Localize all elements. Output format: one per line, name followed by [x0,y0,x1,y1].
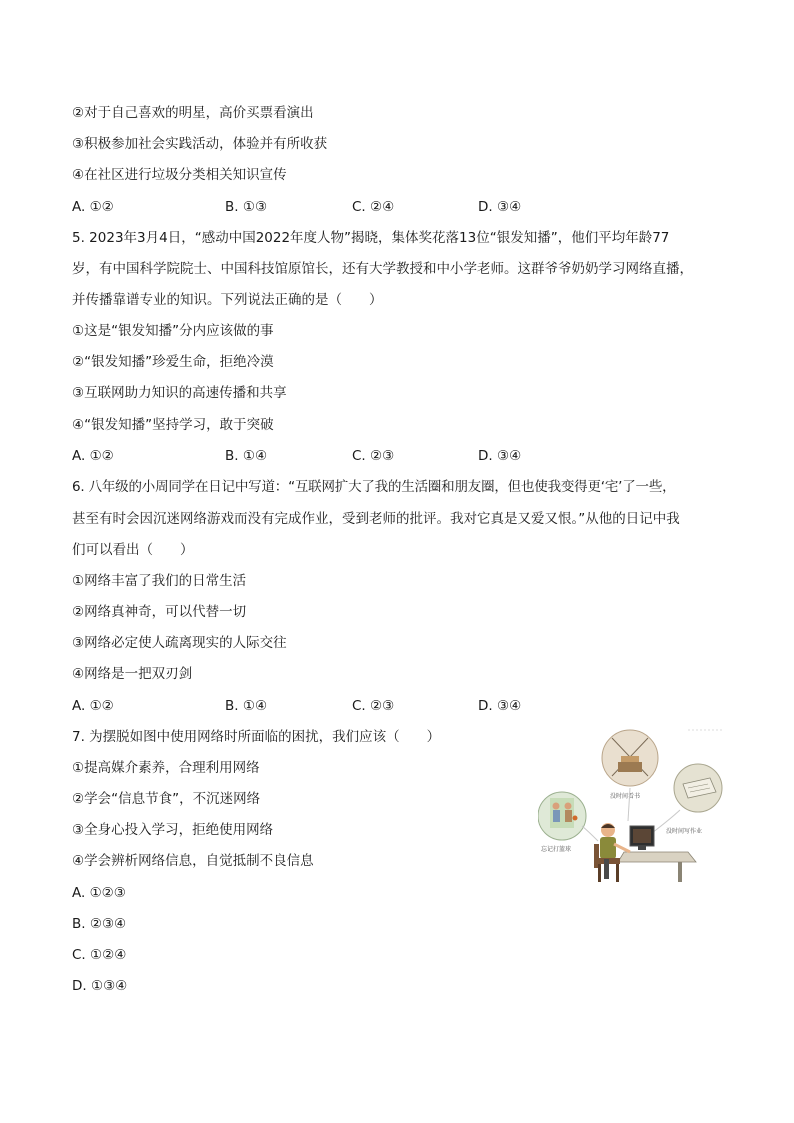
q6-item-4: ④网络是一把双刃剑 [72,666,193,682]
thought-trail-1 [582,826,598,841]
q6-item-2: ②网络真神奇，可以代替一切 [72,604,247,620]
q5-item-2: ②“银发知播”珍爱生命，拒绝冷漠 [72,354,274,370]
q4-option-b[interactable]: B. ①③ [225,199,268,215]
q5-item-1: ①这是“银发知播”分内应该做的事 [72,323,274,339]
q6-item-1: ①网络丰富了我们的日常生活 [72,573,247,589]
q6-option-b[interactable]: B. ①④ [225,698,268,714]
q7-option-c[interactable]: C. ①②④ [72,947,127,963]
q6-stem-line-1: 6. 八年级的小周同学在日记中写道：“互联网扩大了我的生活圈和朋友圈，但也使我变得更‘宅’了一些， [72,479,676,495]
q5-option-c[interactable]: C. ②③ [352,448,395,464]
q7-item-2: ②学会“信息节食”，不沉迷网络 [72,791,261,807]
q4-option-d[interactable]: D. ③④ [478,199,522,215]
q5-option-b[interactable]: B. ①④ [225,448,268,464]
bubble-basketball [538,792,586,840]
q4-item-2: ②对于自己喜欢的明星，高价买票看演出 [72,105,314,121]
bubble-homework [674,764,722,812]
q7-stem-line-1: 7. 为摆脱如图中使用网络时所面临的困扰，我们应该（ ） [72,729,441,745]
q5-item-3: ③互联网助力知识的高速传播和共享 [72,385,287,401]
q6-item-3: ③网络必定使人疏离现实的人际交往 [72,635,287,651]
q6-option-a[interactable]: A. ①② [72,698,114,714]
q5-stem-line-2: 岁，有中国科学院院士、中国科技馆原馆长，还有大学教授和中小学老师。这群爷爷奶奶学习网络直播， [72,261,693,277]
q7-option-a[interactable]: A. ①②③ [72,885,126,901]
q7-item-3: ③全身心投入学习，拒绝使用网络 [72,822,274,838]
q5-stem-line-3: 并传播靠谱专业的知识。下列说法正确的是（ ） [72,292,383,308]
q7-illustration [538,726,726,884]
q6-option-d[interactable]: D. ③④ [478,698,522,714]
bubble-book [602,730,658,786]
q7-item-4: ④学会辨析网络信息，自觉抵制不良信息 [72,853,314,869]
q5-stem-line-1: 5. 2023年3月4日，“感动中国2022年度人物”揭晓，集体奖花落13位“银发知播”，他们平均年龄77 [72,230,670,246]
q4-option-a[interactable]: A. ①② [72,199,114,215]
q7-item-1: ①提高媒介素养，合理利用网络 [72,760,260,776]
q4-option-c[interactable]: C. ②④ [352,199,395,215]
q4-item-3: ③积极参加社会实践活动，体验并有所收获 [72,136,328,152]
q5-option-a[interactable]: A. ①② [72,448,114,464]
q6-stem-line-2: 甚至有时会因沉迷网络游戏而没有完成作业，受到老师的批评。我对它真是又爱又恨。”从他的日记中我 [72,511,680,527]
q4-item-4: ④在社区进行垃圾分类相关知识宣传 [72,167,287,183]
q7-option-b[interactable]: B. ②③④ [72,916,127,932]
q5-option-d[interactable]: D. ③④ [478,448,522,464]
q6-option-c[interactable]: C. ②③ [352,698,395,714]
q5-item-4: ④“银发知播”坚持学习，敢于突破 [72,417,274,433]
q7-option-d[interactable]: D. ①③④ [72,978,128,994]
label-forgot-basketball: 忘记打篮球 [541,846,572,853]
label-no-time-reading: 没时间看书 [610,793,641,800]
q6-stem-line-3: 们可以看出（ ） [72,542,194,558]
label-no-time-homework: 没时间写作业 [666,828,703,835]
